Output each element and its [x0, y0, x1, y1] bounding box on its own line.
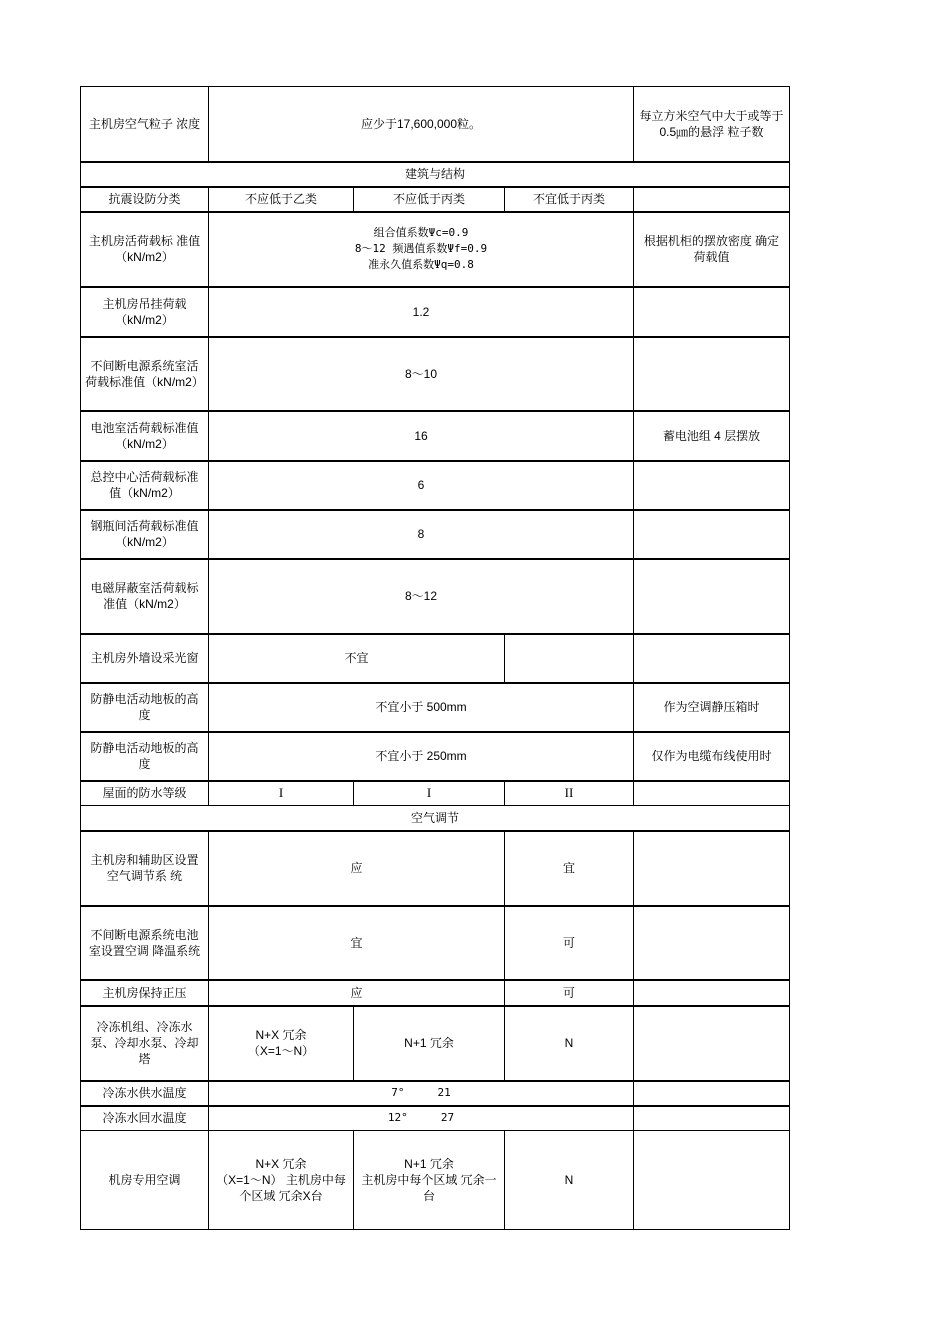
row-pressure [81, 980, 790, 1006]
ups-load-label: 不间断电源系统室活荷载标准值（kN/m2） [81, 337, 209, 411]
seismic-class-a: 不应低于乙类 [209, 187, 354, 212]
ac-system-note [634, 831, 790, 906]
shield-load-label: 电磁屏蔽室活荷载标准值（kN/m2） [81, 559, 209, 634]
row-ac-system [81, 831, 790, 906]
battery-load-value: 16 [209, 411, 634, 461]
live-load-line-1: 组合值系数Ψc=0.9 [373, 226, 469, 239]
seismic-note [634, 187, 790, 212]
battery-load-note: 蓄电池组 4 层摆放 [634, 411, 790, 461]
row-section-building [81, 162, 790, 187]
shield-load-note [634, 559, 790, 634]
floor-a-label: 防静电活动地板的高度 [81, 683, 209, 732]
roof-note [634, 781, 790, 806]
supply-temp-note [634, 1081, 790, 1106]
live-load-note: 根据机柜的摆放密度 确定荷载值 [634, 212, 790, 287]
cylinder-load-value: 8 [209, 510, 634, 559]
ups-ac-note [634, 906, 790, 980]
ac-system-label: 主机房和辅助区设置空气调节系 统 [81, 831, 209, 906]
live-load-label: 主机房活荷载标 准值（kN/m2） [81, 212, 209, 287]
particle-value: 应少于17,600,000粒。 [209, 87, 634, 162]
section-air-title: 空气调节 [81, 806, 790, 831]
pressure-label: 主机房保持正压 [81, 980, 209, 1006]
floor-a-value: 不宜小于 500mm [209, 683, 634, 732]
floor-b-note: 仅作为电缆布线使用时 [634, 732, 790, 781]
shield-load-value: 8～12 [209, 559, 634, 634]
seismic-class-c: 不宜低于丙类 [505, 187, 634, 212]
row-return-temp [81, 1106, 790, 1131]
roof-class-b: I [354, 781, 505, 806]
chiller-class-c: N [505, 1006, 634, 1081]
crac-note [634, 1131, 790, 1230]
pressure-c: 可 [505, 980, 634, 1006]
supply-temp-value: 7° 21 [209, 1081, 634, 1106]
window-note [634, 634, 790, 683]
ups-load-note [634, 337, 790, 411]
row-battery-load [81, 411, 790, 461]
roof-label: 屋面的防水等级 [81, 781, 209, 806]
chiller-class-b: N+1 冗余 [354, 1006, 505, 1081]
row-floor-b [81, 732, 790, 781]
live-load-line-2: 8～12 频遇值系数Ψf=0.9 [354, 242, 488, 255]
pressure-note [634, 980, 790, 1006]
ups-ac-c: 可 [505, 906, 634, 980]
spec-table [80, 86, 790, 1230]
control-load-label: 总控中心活荷载标准值（kN/m2） [81, 461, 209, 510]
row-supply-temp [81, 1081, 790, 1106]
row-roof [81, 781, 790, 806]
control-load-value: 6 [209, 461, 634, 510]
live-load-line-3: 准永久值系数Ψq=0.8 [368, 258, 474, 271]
floor-b-value: 不宜小于 250mm [209, 732, 634, 781]
particle-note: 每立方米空气中大于或等于0.5㎛的悬浮 粒子数 [634, 87, 790, 162]
cylinder-load-note [634, 510, 790, 559]
particle-label: 主机房空气粒子 浓度 [81, 87, 209, 162]
floor-b-label: 防静电活动地板的高度 [81, 732, 209, 781]
hang-load-label: 主机房吊挂荷载（kN/m2） [81, 287, 209, 337]
crac-class-a: N+X 冗余 （X=1～N） 主机房中每个区域 冗余X台 [209, 1131, 354, 1230]
row-hang-load [81, 287, 790, 337]
return-temp-label: 冷冻水回水温度 [81, 1106, 209, 1131]
roof-class-a: I [209, 781, 354, 806]
row-ups-load [81, 337, 790, 411]
control-load-note [634, 461, 790, 510]
ac-system-ab: 应 [209, 831, 505, 906]
chiller-note [634, 1006, 790, 1081]
row-section-air [81, 806, 790, 831]
hang-load-note [634, 287, 790, 337]
pressure-ab: 应 [209, 980, 505, 1006]
row-window [81, 634, 790, 683]
ups-ac-ab: 宜 [209, 906, 505, 980]
battery-load-label: 电池室活荷载标准值（kN/m2） [81, 411, 209, 461]
row-particle [81, 87, 790, 162]
row-seismic [81, 187, 790, 212]
chiller-class-a: N+X 冗余 （X=1～N） [209, 1006, 354, 1081]
row-chiller [81, 1006, 790, 1081]
chiller-label: 冷冻机组、冷冻水泵、冷却水泵、冷却塔 [81, 1006, 209, 1081]
floor-a-note: 作为空调静压箱时 [634, 683, 790, 732]
row-control-load [81, 461, 790, 510]
roof-class-c: II [505, 781, 634, 806]
row-cylinder-load [81, 510, 790, 559]
ac-system-c: 宜 [505, 831, 634, 906]
row-shield-load [81, 559, 790, 634]
row-live-load [81, 212, 790, 287]
window-value: 不宜 [209, 634, 505, 683]
row-floor-a [81, 683, 790, 732]
crac-class-b: N+1 冗余 主机房中每个区域 冗余一台 [354, 1131, 505, 1230]
ups-load-value: 8～10 [209, 337, 634, 411]
crac-class-c: N [505, 1131, 634, 1230]
section-building-title: 建筑与结构 [81, 162, 790, 187]
seismic-label: 抗震设防分类 [81, 187, 209, 212]
hang-load-value: 1.2 [209, 287, 634, 337]
return-temp-note [634, 1106, 790, 1131]
row-ups-ac [81, 906, 790, 980]
supply-temp-label: 冷冻水供水温度 [81, 1081, 209, 1106]
row-crac [81, 1131, 790, 1230]
ups-ac-label: 不间断电源系统电池室设置空调 降温系统 [81, 906, 209, 980]
window-class-c [505, 634, 634, 683]
live-load-coefficients [209, 212, 634, 287]
window-label: 主机房外墙设采光窗 [81, 634, 209, 683]
crac-label: 机房专用空调 [81, 1131, 209, 1230]
return-temp-value: 12° 27 [209, 1106, 634, 1131]
seismic-class-b: 不应低于丙类 [354, 187, 505, 212]
cylinder-load-label: 钢瓶间活荷载标准值（kN/m2） [81, 510, 209, 559]
